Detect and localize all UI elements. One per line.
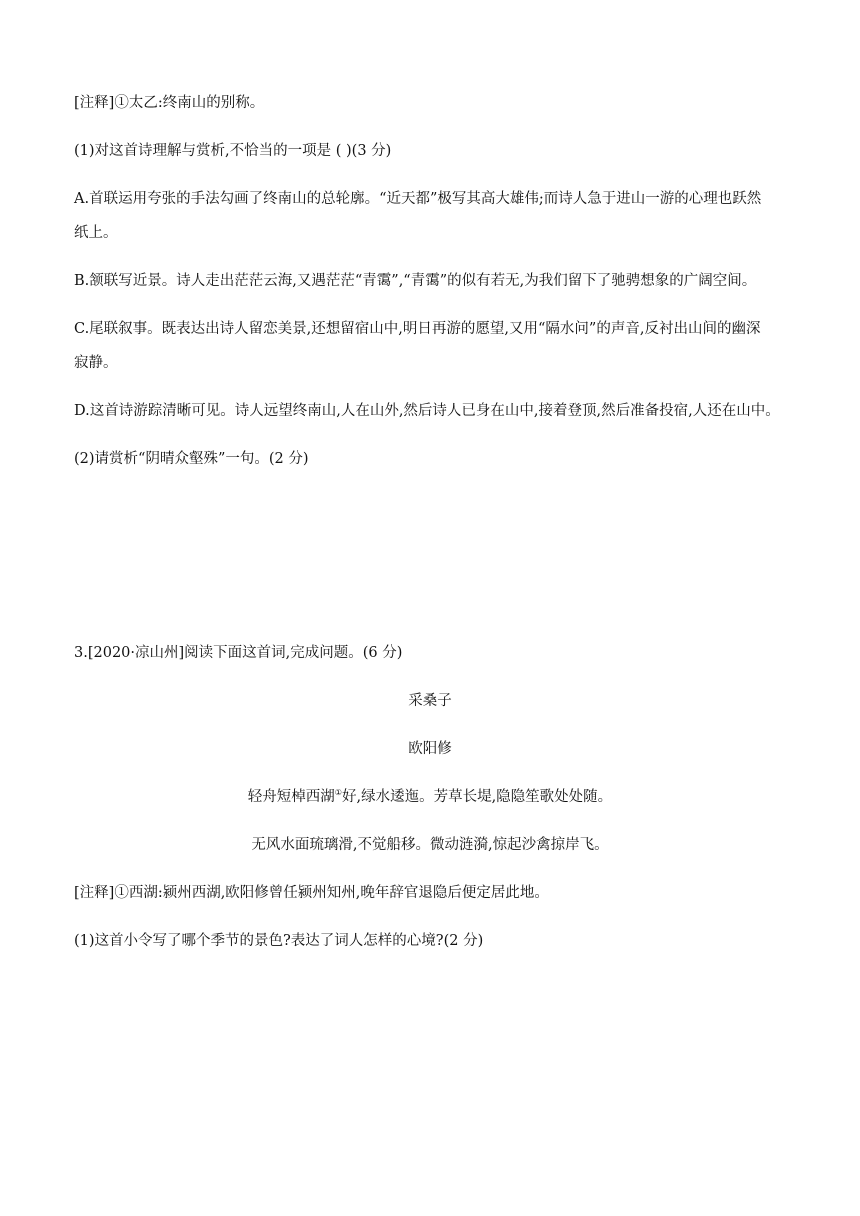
poem-author: 欧阳修 bbox=[408, 741, 452, 757]
footnote-marker: ① bbox=[334, 788, 342, 798]
question-1-prompt: (1)对这首诗理解与赏析,不恰当的一项是 ( )(3 分) bbox=[74, 143, 392, 159]
option-c-line-2: 寂静。 bbox=[74, 355, 118, 371]
poem-title: 采桑子 bbox=[408, 693, 452, 709]
verse-1-part-a: 轻舟短棹西湖 bbox=[247, 789, 335, 805]
question-2-prompt: (2)请赏析“阴晴众壑殊”一句。(2 分) bbox=[74, 451, 309, 467]
verse-1-part-b: 好,绿水逶迤。芳草长堤,隐隐笙歌处处随。 bbox=[341, 789, 613, 805]
option-d: D.这首诗游踪清晰可见。诗人远望终南山,人在山外,然后诗人已身在山中,接着登顶,然后准备投宿,人还在山中。 bbox=[74, 403, 780, 419]
poem-verse-1 bbox=[0, 780, 860, 814]
option-b: B.颔联写近景。诗人走出茫茫云海,又遇茫茫“青霭”,“青霭”的似有若无,为我们留下了驰骋想象的广阔空间。 bbox=[74, 273, 757, 289]
option-c-line-1: C.尾联叙事。既表达出诗人留恋美景,还想留宿山中,明日再游的愿望,又用“隔水问”的声音,反衬出山间的幽深 bbox=[74, 321, 761, 337]
note-xihu: [注释]①西湖:颍州西湖,欧阳修曾任颍州知州,晚年辞官退隐后便定居此地。 bbox=[74, 885, 549, 901]
section-3-header: 3.[2020·凉山州]阅读下面这首词,完成问题。(6 分) bbox=[74, 645, 403, 661]
note-taiyi: [注释]①太乙:终南山的别称。 bbox=[74, 95, 265, 111]
option-a-line-1: A.首联运用夸张的手法勾画了终南山的总轮廓。“近天都”极写其高大雄伟;而诗人急于进山一游的心理也跃然 bbox=[74, 191, 762, 207]
section-3-question-1: (1)这首小令写了哪个季节的景色?表达了词人怎样的心境?(2 分) bbox=[74, 933, 484, 949]
poem-verse-2: 无风水面琉璃滑,不觉船移。微动涟漪,惊起沙禽掠岸飞。 bbox=[251, 837, 609, 853]
option-a-line-2: 纸上。 bbox=[74, 225, 118, 241]
